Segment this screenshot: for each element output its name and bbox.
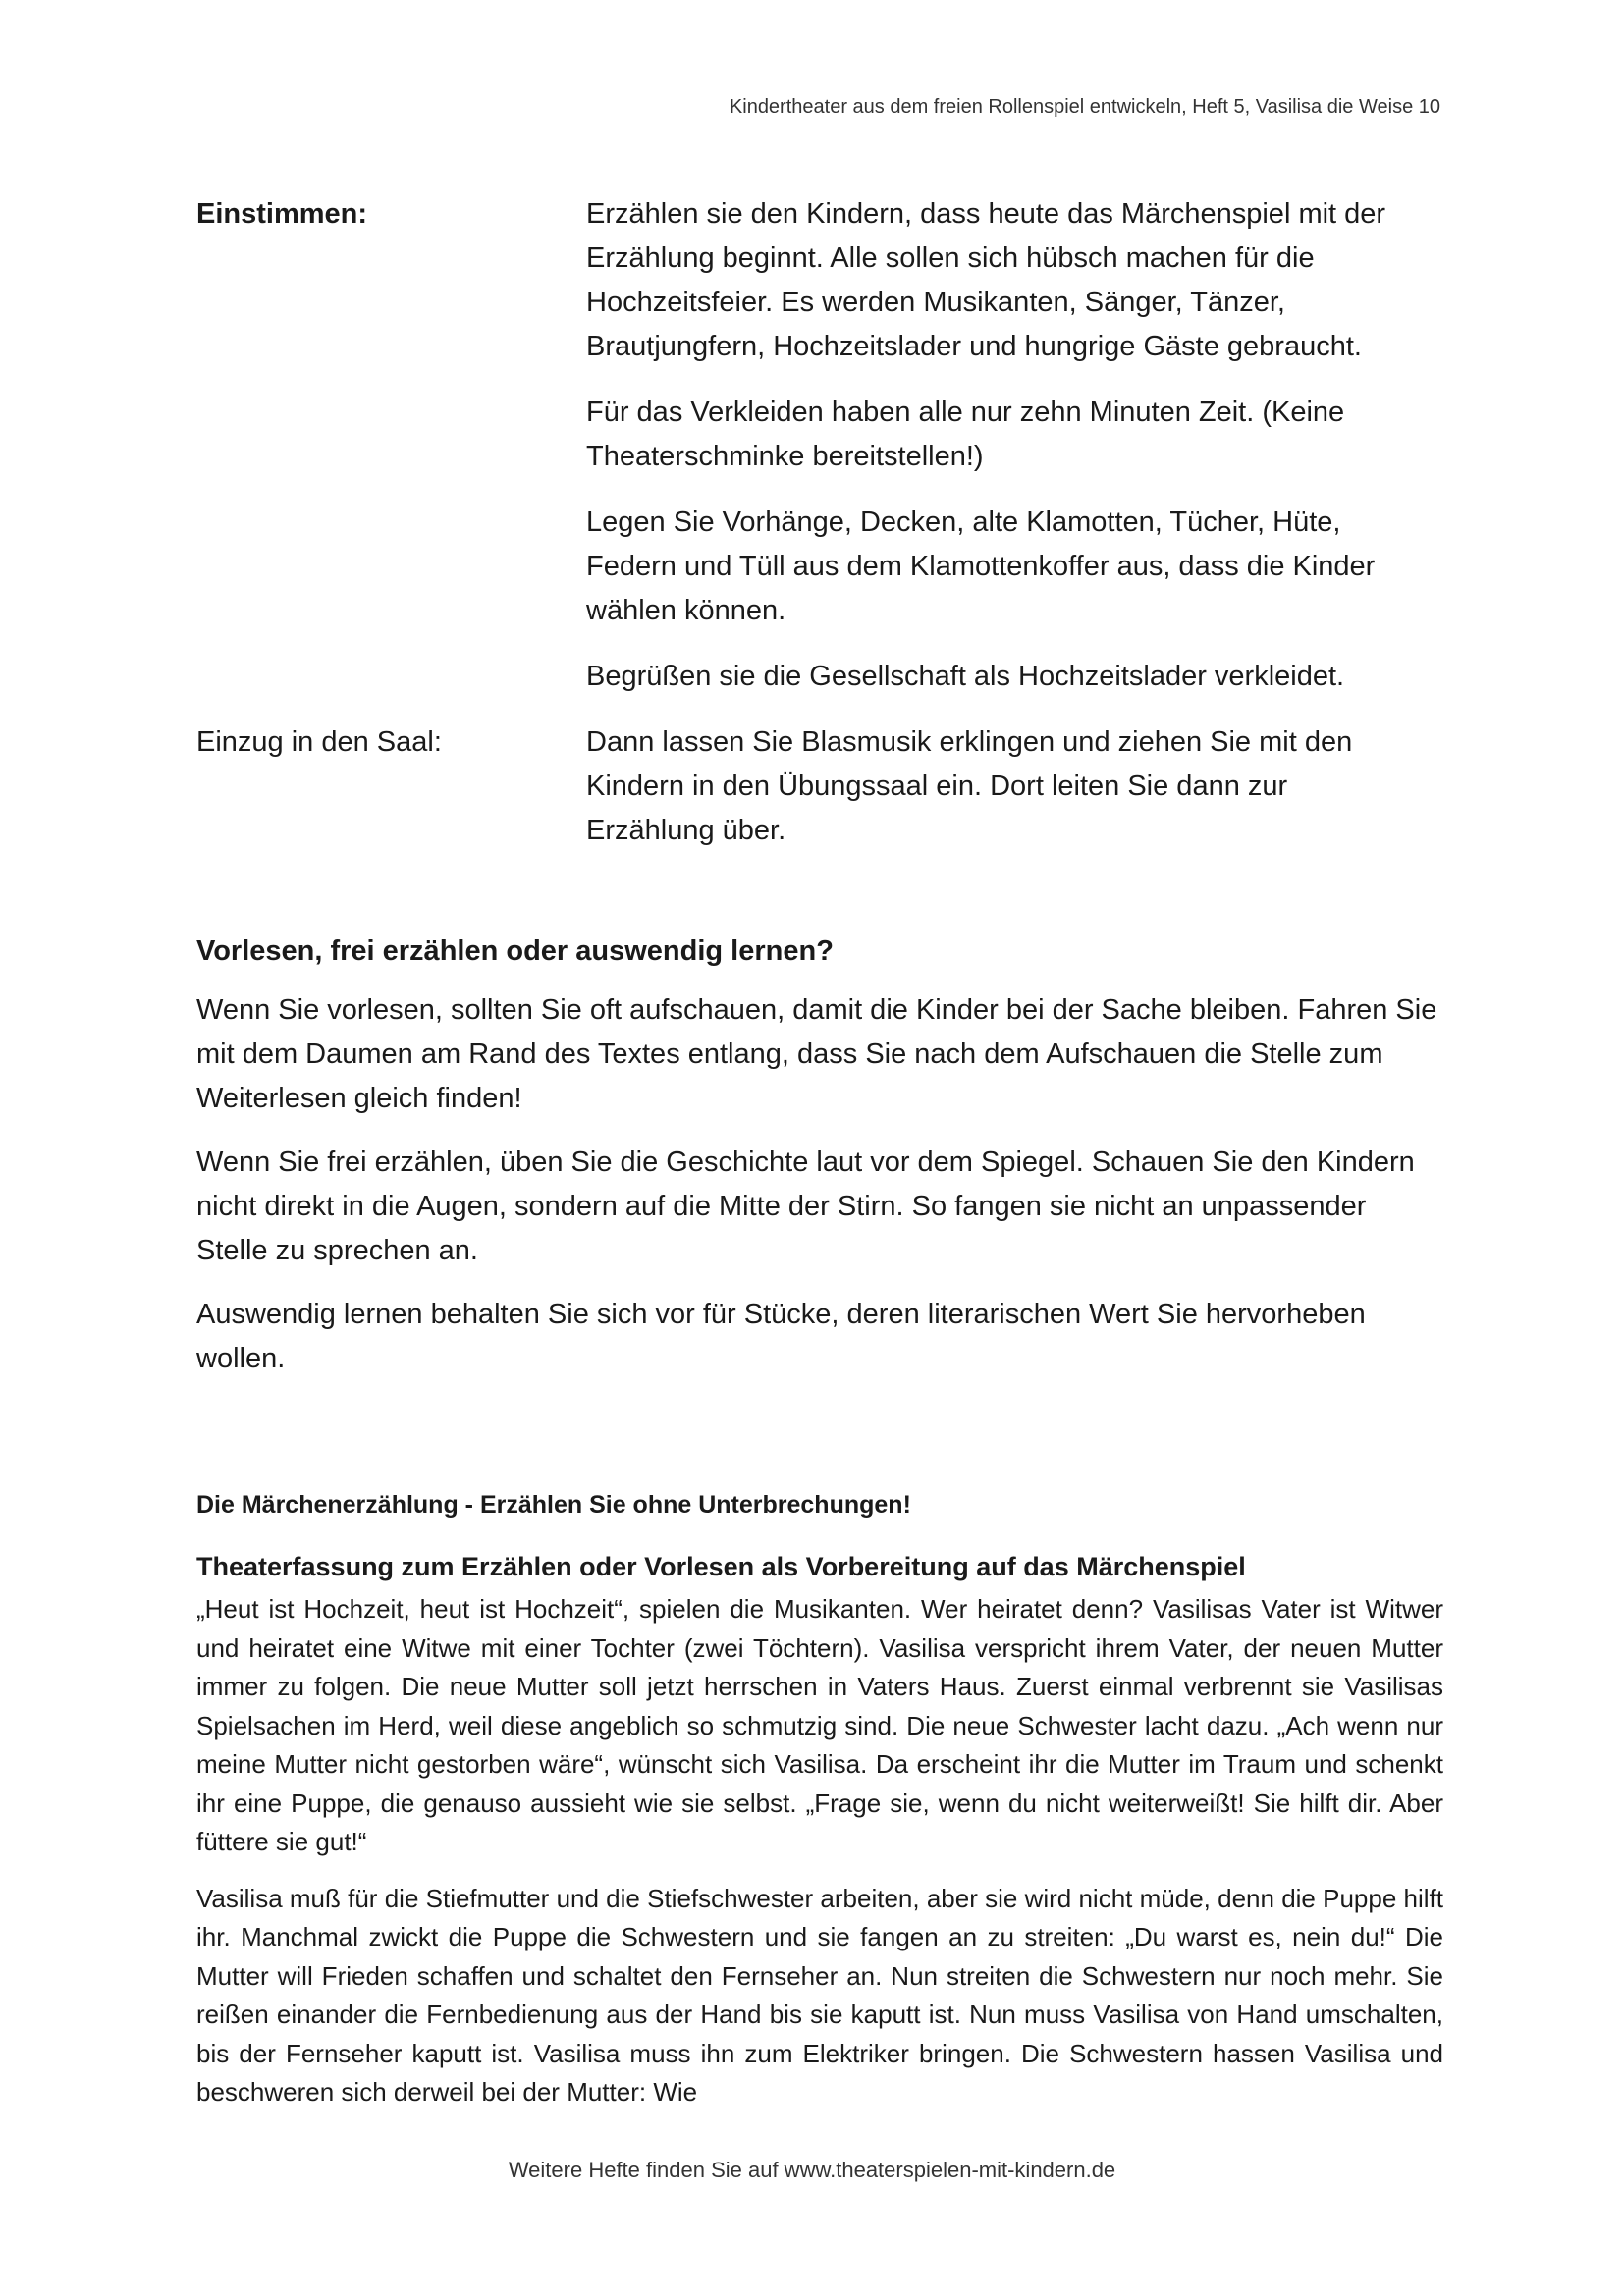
running-footer: Weitere Hefte finden Sie auf www.theaterspielen-mit-kindern.de	[508, 2158, 1116, 2182]
prep-paragraph: Dann lassen Sie Blasmusik erklingen und ziehen Sie mit den Kindern in den Übungssaal ein. Dort leiten Sie dann zur Erzählung über.	[586, 726, 1353, 846]
reading-heading: Vorlesen, frei erzählen oder auswendig lernen?	[196, 935, 834, 967]
preparation-table	[196, 192, 1443, 853]
tale-section	[196, 1488, 1443, 2130]
prep-row-einstimmen	[196, 192, 1443, 699]
prep-body	[586, 721, 1421, 853]
prep-paragraph: Für das Verkleiden haben alle nur zehn Minuten Zeit. (Keine Theaterschminke bereitstellen!)	[586, 397, 1345, 472]
prep-label: Einzug in den Saal:	[196, 726, 442, 758]
tale-heading: Die Märchenerzählung - Erzählen Sie ohne Unterbrechungen!	[196, 1491, 911, 1519]
prep-paragraph: Legen Sie Vorhänge, Decken, alte Klamotten, Tücher, Hüte, Federn und Tüll aus dem Klamottenkoffer aus, dass die Kinder wählen können.	[586, 507, 1376, 626]
tale-paragraph: „Heut ist Hochzeit, heut ist Hochzeit“, spielen die Musikanten. Wer heiratet denn? Vasilisas Vater ist Witwer und heiratet eine Witwe mit einer Tochter (zwei Töchtern). Vasilisa verspricht ihrem Vater, der neuen Mutter immer zu folgen. Die neue Mutter soll jetzt herrschen in Vaters Haus. Zuerst einmal verbrennt sie Vasilisas Spielsachen im Herd, weil diese angeblich so schmutzig sind. Die neue Schwester lacht dazu. „Ach wenn nur meine Mutter nicht gestorben wäre“, wünscht sich Vasilisa. Da erscheint ihr die Mutter im Traum und schenkt ihr eine Puppe, die genauso aussieht wie sie selbst. „Frage sie, wenn du nicht weiterweißt! Sie hilft dir. Aber füttere sie gut!“	[196, 1594, 1443, 1856]
running-header: Kindertheater aus dem freien Rollenspiel entwickeln, Heft 5, Vasilisa die Weise 10	[729, 96, 1440, 118]
reading-paragraph: Auswendig lernen behalten Sie sich vor für Stücke, deren literarischen Wert Sie hervorheben wollen.	[196, 1299, 1366, 1374]
prep-body	[586, 192, 1421, 699]
prep-label: Einstimmen:	[196, 198, 368, 230]
reading-paragraph: Wenn Sie frei erzählen, üben Sie die Geschichte laut vor dem Spiegel. Schauen Sie den Kindern nicht direkt in die Augen, sondern auf die Mitte der Stirn. So fangen sie nicht an unpassender Stelle zu sprechen an.	[196, 1147, 1415, 1266]
prep-row-einzug	[196, 721, 1443, 853]
tale-subheading: Theaterfassung zum Erzählen oder Vorlesen als Vorbereitung auf das Märchenspiel	[196, 1552, 1246, 1581]
tale-paragraph: Vasilisa muß für die Stiefmutter und die Stiefschwester arbeiten, aber sie wird nicht müde, denn die Puppe hilft ihr. Manchmal zwickt die Puppe die Schwestern und sie fangen an zu streiten: „Du warst es, nein du!“ Die Mutter will Frieden schaffen und schaltet den Fernseher an. Nun streiten die Schwestern nur noch mehr. Sie reißen einander die Fernbedienung aus der Hand bis sie kaputt ist. Nun muss Vasilisa von Hand umschalten, bis der Fernseher kaputt ist. Vasilisa muss ihn zum Elektriker bringen. Die Schwestern hassen Vasilisa und beschweren sich derweil bei der Mutter: Wie	[196, 1883, 1443, 2107]
reading-paragraph: Wenn Sie vorlesen, sollten Sie oft aufschauen, damit die Kinder bei der Sache bleiben. Fahren Sie mit dem Daumen am Rand des Textes entlang, dass Sie nach dem Aufschauen die Stelle zum Weiterlesen gleich finden!	[196, 994, 1437, 1114]
prep-paragraph: Begrüßen sie die Gesellschaft als Hochzeitslader verkleidet.	[586, 661, 1345, 692]
reading-section	[196, 932, 1443, 1401]
prep-paragraph: Erzählen sie den Kindern, dass heute das Märchenspiel mit der Erzählung beginnt. Alle sollen sich hübsch machen für die Hochzeitsfeier. Es werden Musikanten, Sänger, Tänzer, Brautjungfern, Hochzeitslader und hungrige Gäste gebraucht.	[586, 198, 1386, 362]
